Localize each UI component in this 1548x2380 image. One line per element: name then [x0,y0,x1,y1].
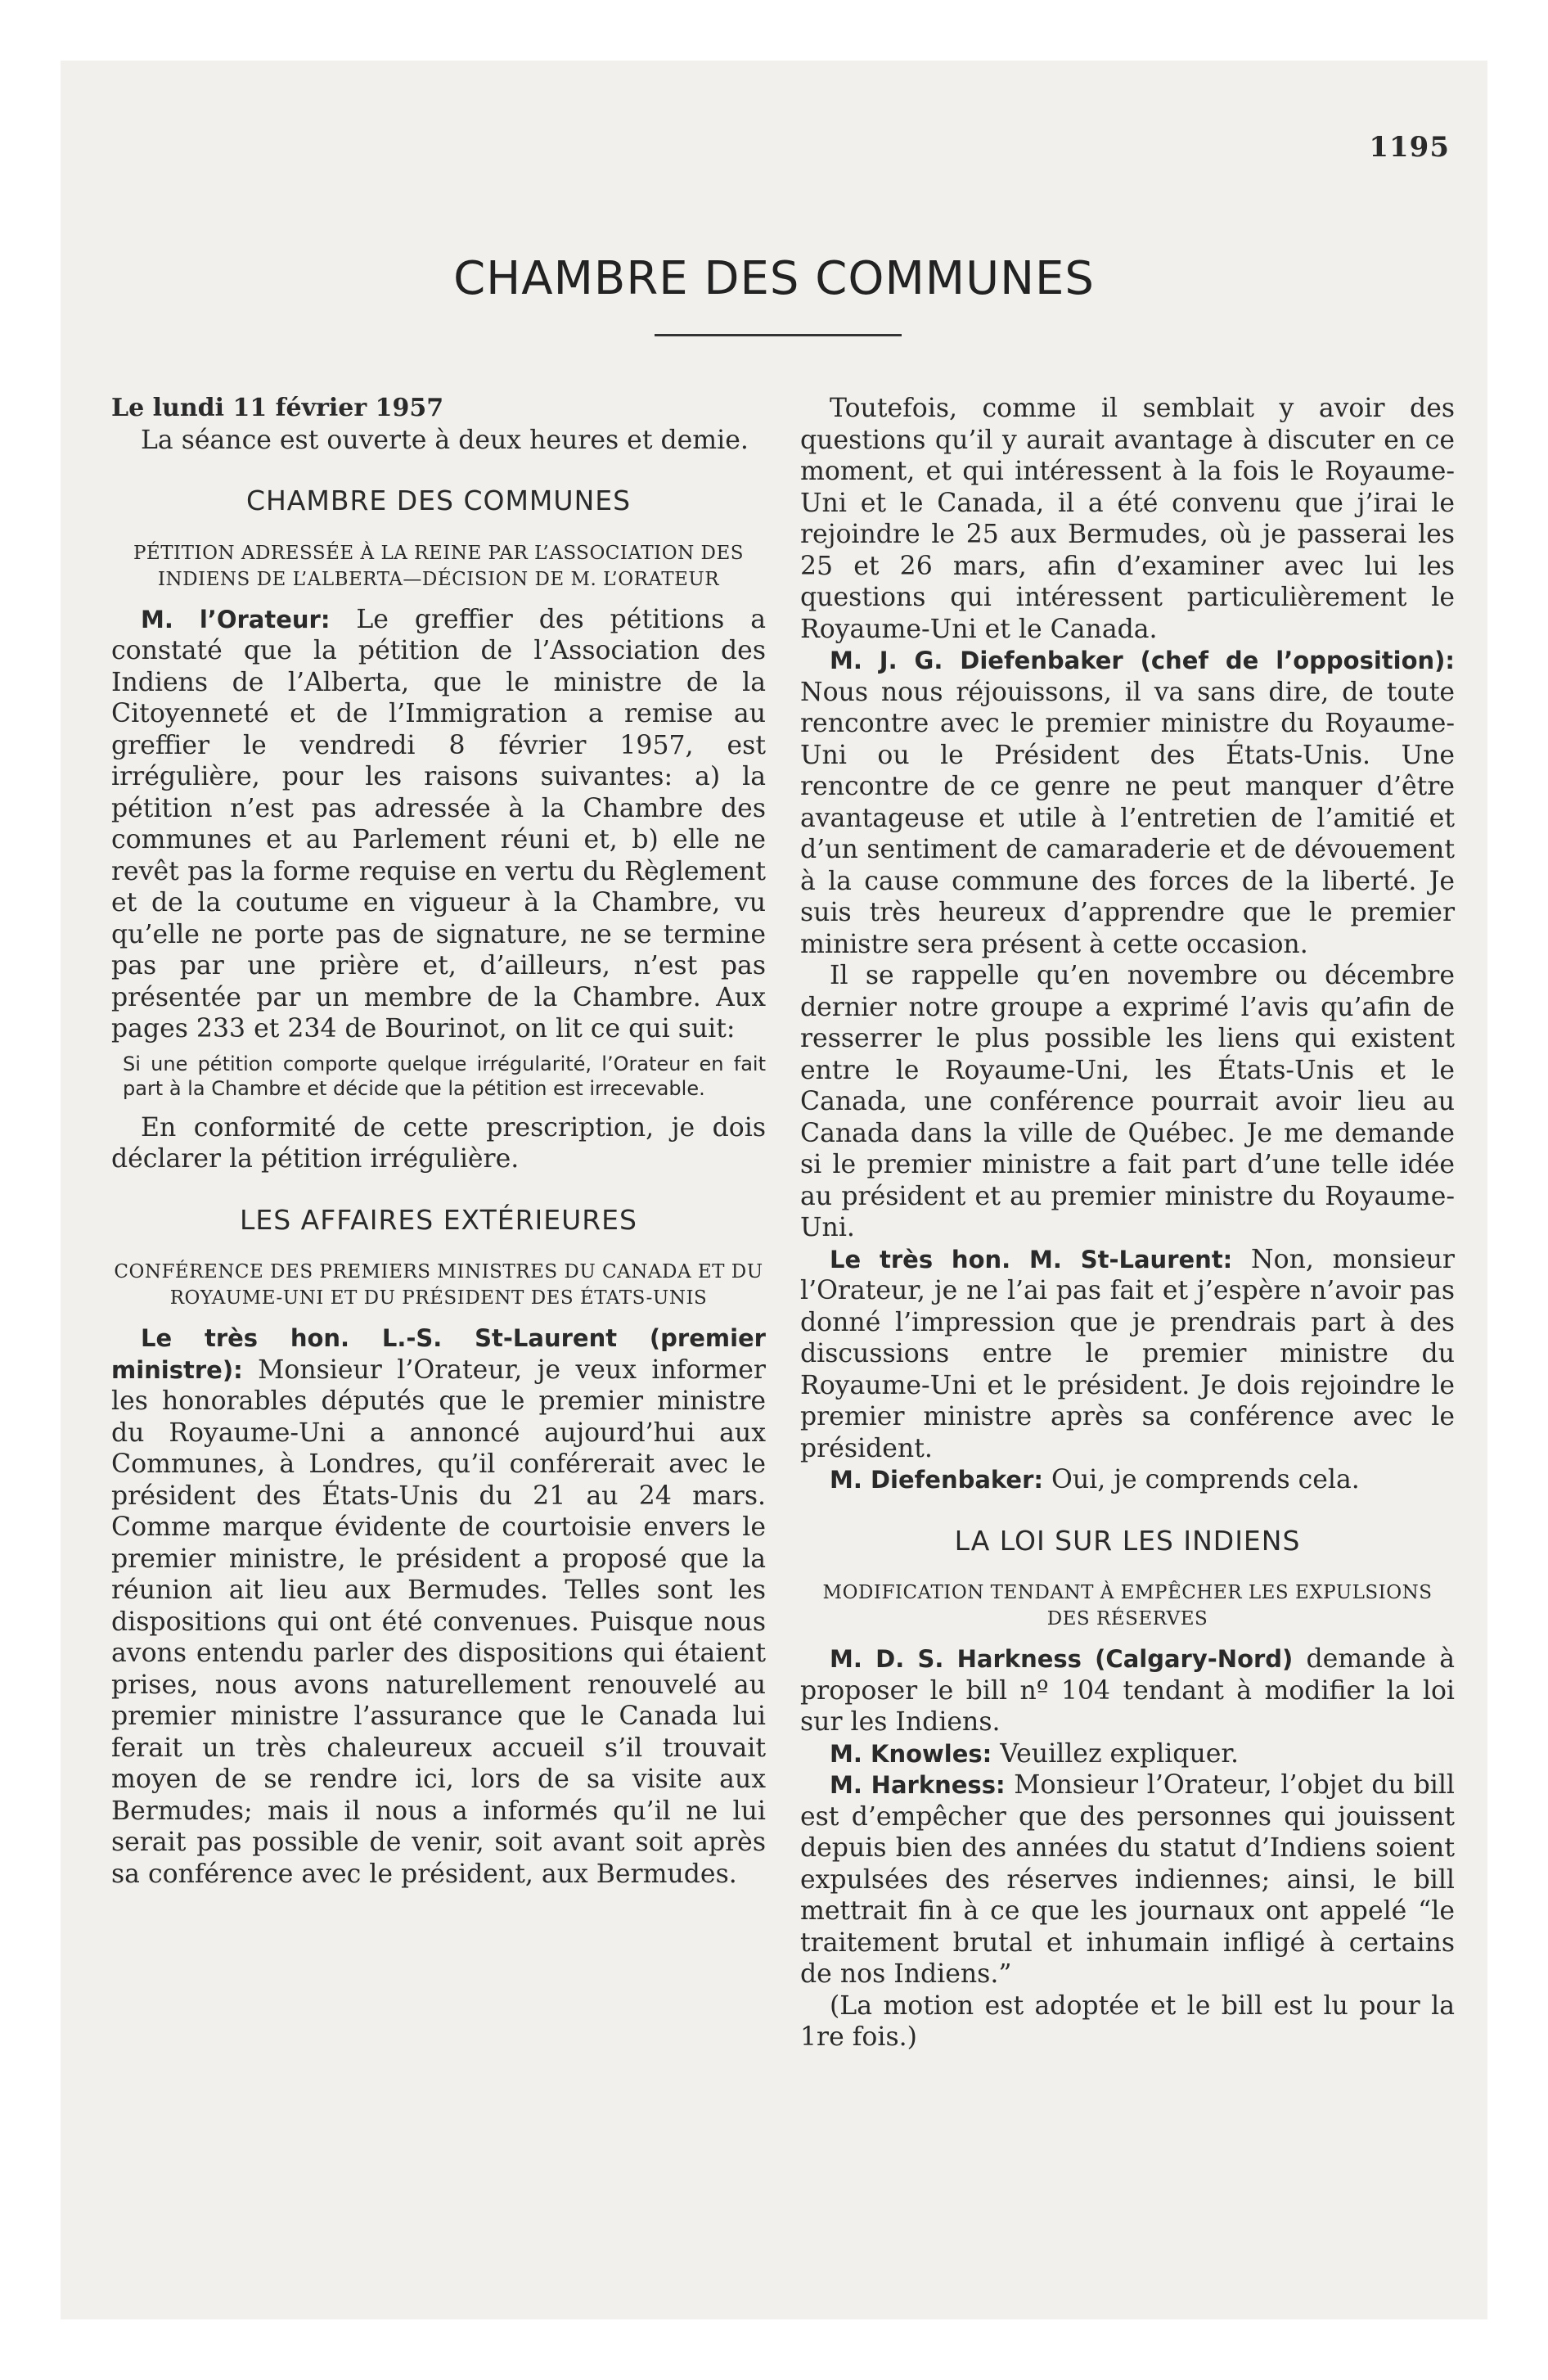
section-heading-indiens: LA LOI SUR LES INDIENS [954,1524,1301,1557]
speech-text: Le greffier des pétitions a constaté que la pétition de l’Association des Indiens de l’Alberta, que le ministre de la Citoyenneté et de l’Immigration a remise au greffier le vendredi 8 février 1957, est irrégulière, pour les raisons suivantes: a) la pétition n’est pas adressée à la Chambre des communes et au Parlement réuni et, b) elle ne revêt pas la forme requise en vertu du Règlement et de la coutume en vigueur à la Chambre, vu qu’elle ne porte pas de signature, ne se termine pas par une prière et, d’ailleurs, n’est pas présentée par un membre de la Chambre. Aux pages 233 et 234 de Bourinot, on lit ce qui suit: [111,604,767,1044]
speech-st-laurent [111,1323,766,1890]
speaker-name: M. D. S. Harkness (Calgary-Nord) [830,1645,1294,1673]
speech-text: Monsieur l’Orateur, je veux informer les honorables députés que le premier ministre du Royaume-Uni a annoncé aujourd’hui aux Communes, à Londres, qu’il conférerait avec le président des États-Unis du 21 au 24 mars. Comme marque évidente de courtoisie envers le premier ministre, le président a proposé que la réunion ait lieu aux Bermudes. Telles sont les dispositions qui ont été convenues. Puisque nous avons entendu parler des dispositions qui étaient prises, nous avons naturellement renouvelé au premier ministre l’assurance que le Canada lui ferait un très chaleureux accueil s’il trouvait moyen de se rendre ici, lors de sa visite aux Bermudes; mais il nous a informés qu’il ne lui serait pas possible de venir, soit avant soit après sa conférence avec le président, aux Bermudes. [111,1355,766,1889]
speech-diefenbaker [800,645,1455,960]
paragraph-quebec: Il se rappelle qu’en novembre ou décembre dernier notre groupe a exprimé l’avis qu’afin de resserrer le plus possible les liens qui existent entre le Royaume-Uni, les États-Unis et le Canada, une conférence pourrait avoir lieu au Canada dans la ville de Québec. Je me demande si le premier ministre a fait part d’une telle idée au président et au premier ministre du Royaume-Uni. [800,961,1455,1242]
page-title: CHAMBRE DES COMMUNES [453,252,1095,305]
speaker-name: Le très hon. M. St-Laurent: [830,1245,1233,1273]
page-number: 1195 [1369,131,1450,164]
speaker-name: M. l’Orateur: [141,605,331,633]
speech-diefenbaker-reply [800,1464,1455,1496]
speech-orateur [111,604,766,1045]
motion-result: (La motion est adoptée et le bill est lu pour la 1re fois.) [800,1990,1455,2052]
right-column [800,393,1455,2053]
left-column [111,393,766,1890]
paragraph-conformite: En conformité de cette prescription, je dois déclarer la pétition irrégulière. [111,1112,766,1174]
speech-text: demande à proposer le bill nº 104 tendant à modifier la loi sur les Indiens. [800,1644,1456,1737]
paragraph-toutefois: Toutefois, comme il semblait y avoir des questions qu’il y aurait avantage à discuter en ce moment, et qui intéressent à la fois le Royaume-Uni et le Canada, il a été convenu que j’irai le rejoindre le 25 aux Bermudes, où je passerai les 25 et 26 mars, afin d’examiner avec lui les questions qui intéressent particulièrement le Royaume-Uni et le Canada. [800,394,1455,644]
opening-paragraph: La séance est ouverte à deux heures et demie. [141,425,749,455]
speaker-name: M. Knowles: [830,1739,992,1768]
speech-text: Non, monsieur l’Orateur, je ne l’ai pas fait et j’espère n’avoir pas donné l’impression que je prendrais part à des discussions entre le premier ministre du Royaume-Uni et le président. Je dois rejoindre le premier ministre après sa conférence avec le président. [800,1244,1455,1463]
speech-harkness-explanation [800,1769,1455,1990]
section-subheading-petition: PÉTITION ADRESSÉE À LA REINE PAR L’ASSOCIATION DES INDIENS DE L’ALBERTA—DÉCISION DE M. L’ORATEUR [133,542,745,590]
speech-text: Oui, je comprends cela. [1051,1465,1360,1494]
section-subheading-modification: MODIFICATION TENDANT À EMPÊCHER LES EXPULSIONS DES RÉSERVES [822,1582,1433,1629]
speech-text: Veuillez expliquer. [1000,1738,1239,1769]
speaker-name: M. Diefenbaker: [830,1466,1043,1494]
speech-st-laurent-reply [800,1244,1455,1465]
speaker-name: Le très hon. L.-S. St-Laurent (premier ministre): [111,1324,766,1384]
title-rule [655,334,902,336]
section-subheading-conference: CONFÉRENCE DES PREMIERS MINISTRES DU CANADA ET DU ROYAUME-UNI ET DU PRÉSIDENT DES ÉTATS-UNIS [114,1261,763,1309]
bourinot-quote: Si une pétition comporte quelque irrégularité, l’Orateur en fait part à la Chambre et décide que la pétition est irrecevable. [123,1052,766,1100]
speaker-name: M. Harkness: [830,1771,1006,1799]
speech-knowles [800,1738,1455,1770]
speech-text: Nous nous réjouissons, il va sans dire, de toute rencontre avec le premier ministre du Royaume-Uni ou le Président des États-Unis. Une rencontre de ce genre ne peut manquer d’être avantageuse et utile à l’entretien de l’amitié et d’un sentiment de camaraderie et de dévouement à la cause commune des forces de la liberté. Je suis très heureux d’apprendre que le premier ministre sera présent à cette occasion. [800,677,1455,959]
speech-text: Monsieur l’Orateur, l’objet du bill est d’empêcher que des personnes qui jouissent depuis bien des années du statut d’Indiens soient expulsées des réserves indiennes; ainsi, le bill mettrait fin à ce que les journaux ont appelé “le traitement brutal et inhumain infligé à certains de nos Indiens.” [800,1770,1455,1989]
speaker-name: M. J. G. Diefenbaker (chef de l’opposition): [830,647,1455,674]
sitting-date: Le lundi 11 février 1957 [111,394,444,422]
section-heading-affaires: LES AFFAIRES EXTÉRIEURES [240,1203,637,1236]
section-heading-chambre: CHAMBRE DES COMMUNES [245,485,632,516]
speech-harkness-motion [800,1643,1455,1738]
